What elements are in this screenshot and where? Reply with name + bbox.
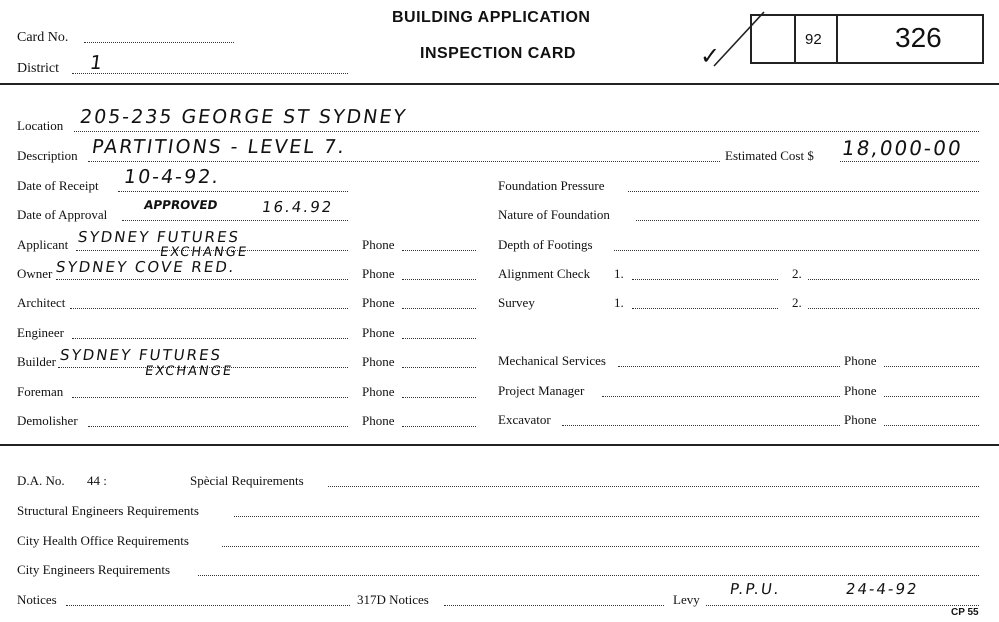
- engineer-phone-label: Phone: [362, 325, 395, 340]
- structural-requirements-field[interactable]: [234, 516, 979, 517]
- owner-phone-label: Phone: [362, 266, 395, 281]
- levy-label: Levy: [673, 592, 700, 607]
- foundation-pressure-label: Foundation Pressure: [498, 178, 605, 193]
- description-label: Description: [17, 148, 78, 163]
- engineer-field[interactable]: [72, 338, 348, 339]
- da-no-label: D.A. No.: [17, 473, 65, 488]
- levy-value: P.P.U.: [728, 580, 782, 598]
- excavator-field[interactable]: [562, 425, 840, 426]
- alignment-check-label: Alignment Check: [498, 266, 591, 281]
- city-engineers-requirements-label: City Engineers Requirements: [17, 562, 171, 577]
- applicant-phone-label: Phone: [362, 237, 395, 252]
- owner-field[interactable]: [56, 279, 348, 280]
- form-code: CP 55: [951, 607, 979, 618]
- project-manager-phone-label: Phone: [844, 383, 877, 398]
- excavator-phone-field[interactable]: [884, 425, 979, 426]
- alignment-check-num1: 1.: [614, 266, 624, 281]
- owner-phone-field[interactable]: [402, 279, 476, 280]
- foreman-phone-field[interactable]: [402, 397, 476, 398]
- foreman-label: Foreman: [17, 384, 64, 399]
- header-divider: [0, 83, 999, 85]
- applicant-phone-field[interactable]: [402, 250, 476, 251]
- estimated-cost-field[interactable]: [840, 161, 979, 162]
- health-requirements-field[interactable]: [222, 546, 979, 547]
- builder-phone-label: Phone: [362, 354, 395, 369]
- project-manager-phone-field[interactable]: [884, 396, 979, 397]
- date-of-approval-label: Date of Approval: [17, 207, 108, 222]
- date-of-receipt-field[interactable]: [118, 191, 348, 192]
- survey-label: Survey: [498, 295, 535, 310]
- notices-field[interactable]: [66, 605, 350, 606]
- special-requirements-label: Spècial Requirements: [190, 473, 304, 488]
- engineer-phone-field[interactable]: [402, 338, 476, 339]
- applicant-value-line2: EXCHANGE: [158, 245, 249, 260]
- check-mark-icon: ✓: [700, 42, 721, 70]
- engineer-label: Engineer: [17, 325, 64, 340]
- builder-phone-field[interactable]: [402, 367, 476, 368]
- alignment-check-num2: 2.: [792, 266, 802, 281]
- card-title-line1: BUILDING APPLICATION: [392, 9, 591, 26]
- builder-label: Builder: [17, 354, 56, 369]
- da-no-value: 44 :: [87, 473, 107, 488]
- owner-value: SYDNEY COVE RED.: [54, 258, 237, 276]
- demolisher-phone-field[interactable]: [402, 426, 476, 427]
- project-manager-field[interactable]: [602, 396, 840, 397]
- mechanical-services-phone-field[interactable]: [884, 366, 979, 367]
- notices-317d-field[interactable]: [444, 605, 664, 606]
- location-label: Location: [17, 118, 64, 133]
- mechanical-services-phone-label: Phone: [844, 353, 877, 368]
- date-of-approval-field[interactable]: [122, 220, 348, 221]
- architect-field[interactable]: [70, 308, 348, 309]
- demolisher-field[interactable]: [88, 426, 348, 427]
- date-of-approval-value: APPROVED: [143, 198, 219, 212]
- description-value: PARTITIONS - LEVEL 7.: [90, 136, 348, 158]
- structural-requirements-label: Structural Engineers Requirements: [17, 503, 199, 518]
- depth-of-footings-field[interactable]: [614, 250, 979, 251]
- district-label: District: [17, 61, 59, 76]
- survey-field-1[interactable]: [632, 308, 778, 309]
- project-manager-label: Project Manager: [498, 383, 585, 398]
- card-number: 326: [895, 22, 942, 53]
- depth-of-footings-label: Depth of Footings: [498, 237, 593, 252]
- nature-of-foundation-label: Nature of Foundation: [498, 207, 610, 222]
- card-no-label: Card No.: [17, 30, 69, 45]
- demolisher-label: Demolisher: [17, 413, 78, 428]
- owner-label: Owner: [17, 266, 53, 281]
- levy-field[interactable]: [706, 605, 979, 606]
- section-divider: [0, 444, 999, 446]
- notices-label: Notices: [17, 592, 57, 607]
- levy-date: 24-4-92: [844, 580, 920, 598]
- date-of-receipt-value: 10-4-92.: [122, 166, 222, 188]
- survey-num2: 2.: [792, 295, 802, 310]
- applicant-label: Applicant: [17, 237, 69, 252]
- estimated-cost-value: 18,000-00: [840, 136, 965, 160]
- demolisher-phone-label: Phone: [362, 413, 395, 428]
- mechanical-services-field[interactable]: [618, 366, 840, 367]
- nature-of-foundation-field[interactable]: [636, 220, 979, 221]
- description-field[interactable]: [88, 161, 720, 162]
- alignment-check-field-1[interactable]: [632, 279, 778, 280]
- excavator-label: Excavator: [498, 412, 551, 427]
- mechanical-services-label: Mechanical Services: [498, 353, 606, 368]
- district-value: 1: [88, 52, 106, 74]
- alignment-check-field-2[interactable]: [808, 279, 979, 280]
- city-engineers-requirements-field[interactable]: [198, 575, 979, 576]
- card-no-field[interactable]: [84, 42, 234, 43]
- architect-label: Architect: [17, 295, 66, 310]
- foundation-pressure-field[interactable]: [628, 191, 979, 192]
- district-field[interactable]: [72, 73, 348, 74]
- special-requirements-field[interactable]: [328, 486, 979, 487]
- architect-phone-field[interactable]: [402, 308, 476, 309]
- estimated-cost-label: Estimated Cost $: [725, 148, 814, 163]
- foreman-phone-label: Phone: [362, 384, 395, 399]
- box-year: 92: [805, 31, 822, 48]
- notices-317d-label: 317D Notices: [357, 592, 429, 607]
- architect-phone-label: Phone: [362, 295, 395, 310]
- survey-field-2[interactable]: [808, 308, 979, 309]
- location-field[interactable]: [74, 131, 979, 132]
- date-of-approval-date: 16.4.92: [260, 198, 335, 216]
- date-of-receipt-label: Date of Receipt: [17, 178, 99, 193]
- foreman-field[interactable]: [72, 397, 348, 398]
- builder-value-line1: SYDNEY FUTURES: [58, 346, 224, 364]
- health-requirements-label: City Health Office Requirements: [17, 533, 189, 548]
- excavator-phone-label: Phone: [844, 412, 877, 427]
- builder-value-line2: EXCHANGE: [143, 364, 234, 379]
- survey-num1: 1.: [614, 295, 624, 310]
- location-value: 205-235 GEORGE ST SYDNEY: [78, 106, 409, 128]
- number-box-blank: [750, 14, 796, 64]
- applicant-value-line1: SYDNEY FUTURES: [76, 228, 242, 246]
- card-title-line2: INSPECTION CARD: [420, 45, 576, 62]
